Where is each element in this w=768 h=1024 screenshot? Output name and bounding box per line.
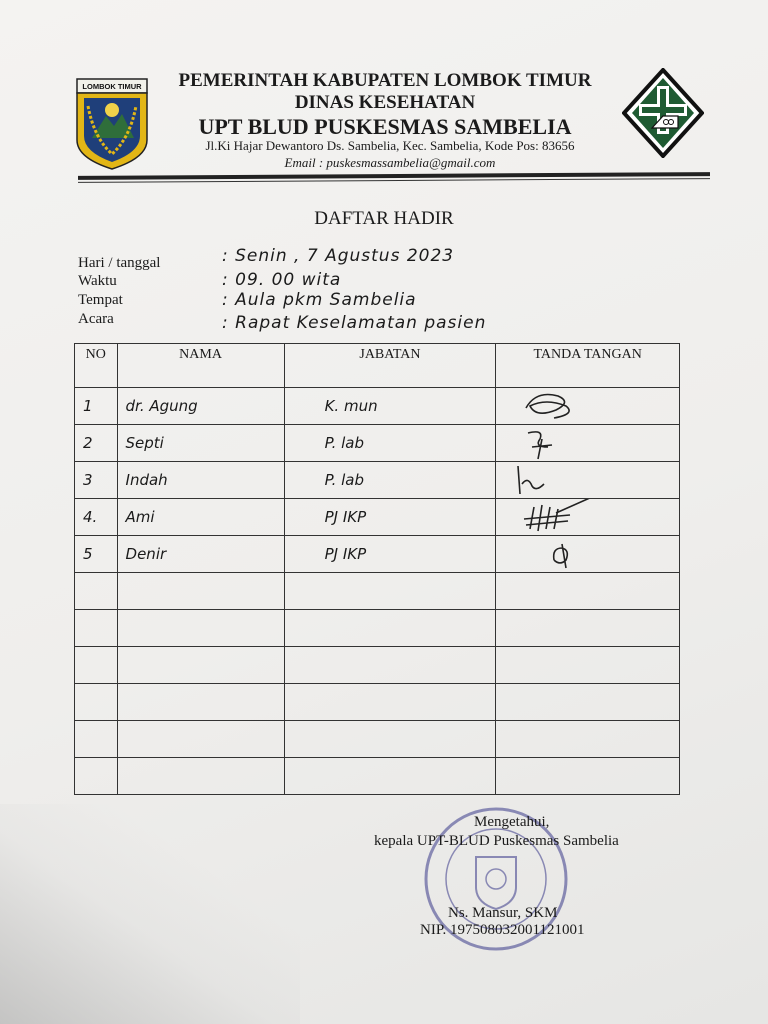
info-value-date: : Senin , 7 Agustus 2023 — [222, 246, 455, 266]
info-label-time: Waktu — [78, 273, 117, 289]
table-row — [75, 573, 680, 610]
table-row — [75, 499, 680, 536]
table-row — [75, 462, 680, 499]
signature-mark — [496, 499, 630, 535]
header-institution: UPT BLUD PUSKESMAS SAMBELIA — [198, 114, 572, 139]
row-no: 5 — [75, 536, 118, 573]
attendance-table — [74, 343, 680, 795]
row-signature — [496, 425, 680, 462]
signer-nip: NIP. 197508032001121001 — [420, 922, 585, 938]
lombok-timur-emblem-icon — [76, 78, 148, 170]
table-row — [75, 610, 680, 647]
row-jabatan: K. mun — [284, 388, 496, 425]
signature-mark — [496, 462, 630, 498]
row-nama: Indah — [117, 462, 284, 499]
row-no: 1 — [75, 388, 118, 425]
signature-mark — [496, 536, 630, 572]
col-header-no: NO — [75, 344, 118, 388]
row-jabatan: P. lab — [284, 425, 496, 462]
info-value-place: : Aula pkm Sambelia — [222, 290, 417, 310]
col-header-jabatan: JABATAN — [284, 344, 496, 388]
row-signature — [496, 388, 680, 425]
info-label-place: Tempat — [78, 292, 123, 308]
row-no: 3 — [75, 462, 118, 499]
table-row — [75, 684, 680, 721]
info-value-time: : 09. 00 wita — [222, 270, 342, 290]
row-nama: Ami — [117, 499, 284, 536]
row-signature — [496, 499, 680, 536]
info-label-date: Hari / tanggal — [78, 255, 161, 271]
signature-mark — [496, 388, 630, 424]
info-label-event: Acara — [78, 311, 114, 327]
row-nama: dr. Agung — [117, 388, 284, 425]
info-value-event: : Rapat Keselamatan pasien — [222, 313, 487, 333]
row-nama: Denir — [117, 536, 284, 573]
header-department: DINAS KESEHATAN — [294, 92, 476, 113]
document-title: DAFTAR HADIR — [314, 208, 454, 229]
col-header-tanda-tangan: TANDA TANGAN — [496, 344, 680, 388]
table-header-row — [75, 344, 680, 388]
header-government: PEMERINTAH KABUPATEN LOMBOK TIMUR — [178, 70, 592, 91]
row-signature — [496, 462, 680, 499]
puskesmas-logo-icon — [622, 68, 704, 158]
signer-name: Ns. Mansur, SKM — [448, 905, 558, 921]
table-row — [75, 388, 680, 425]
table-row — [75, 425, 680, 462]
acknowledged-label: Mengetahui, — [474, 814, 550, 830]
table-row — [75, 647, 680, 684]
row-no: 2 — [75, 425, 118, 462]
svg-text:LOMBOK TIMUR: LOMBOK TIMUR — [82, 82, 142, 91]
table-row — [75, 721, 680, 758]
row-signature — [496, 536, 680, 573]
header-email: Email : puskesmassambelia@gmail.com — [284, 155, 496, 170]
row-jabatan: P. lab — [284, 462, 496, 499]
table-row — [75, 536, 680, 573]
header-address: Jl.Ki Hajar Dewantoro Ds. Sambelia, Kec. Sambelia, Kode Pos: 83656 — [205, 138, 575, 153]
row-jabatan: PJ IKP — [284, 499, 496, 536]
page-shadow — [0, 804, 300, 1024]
table-row — [75, 758, 680, 795]
signature-mark — [496, 425, 630, 461]
row-jabatan: PJ IKP — [284, 536, 496, 573]
row-no: 4. — [75, 499, 118, 536]
signer-position: kepala UPT-BLUD Puskesmas Sambelia — [374, 833, 619, 849]
row-nama: Septi — [117, 425, 284, 462]
col-header-nama: NAMA — [117, 344, 284, 388]
